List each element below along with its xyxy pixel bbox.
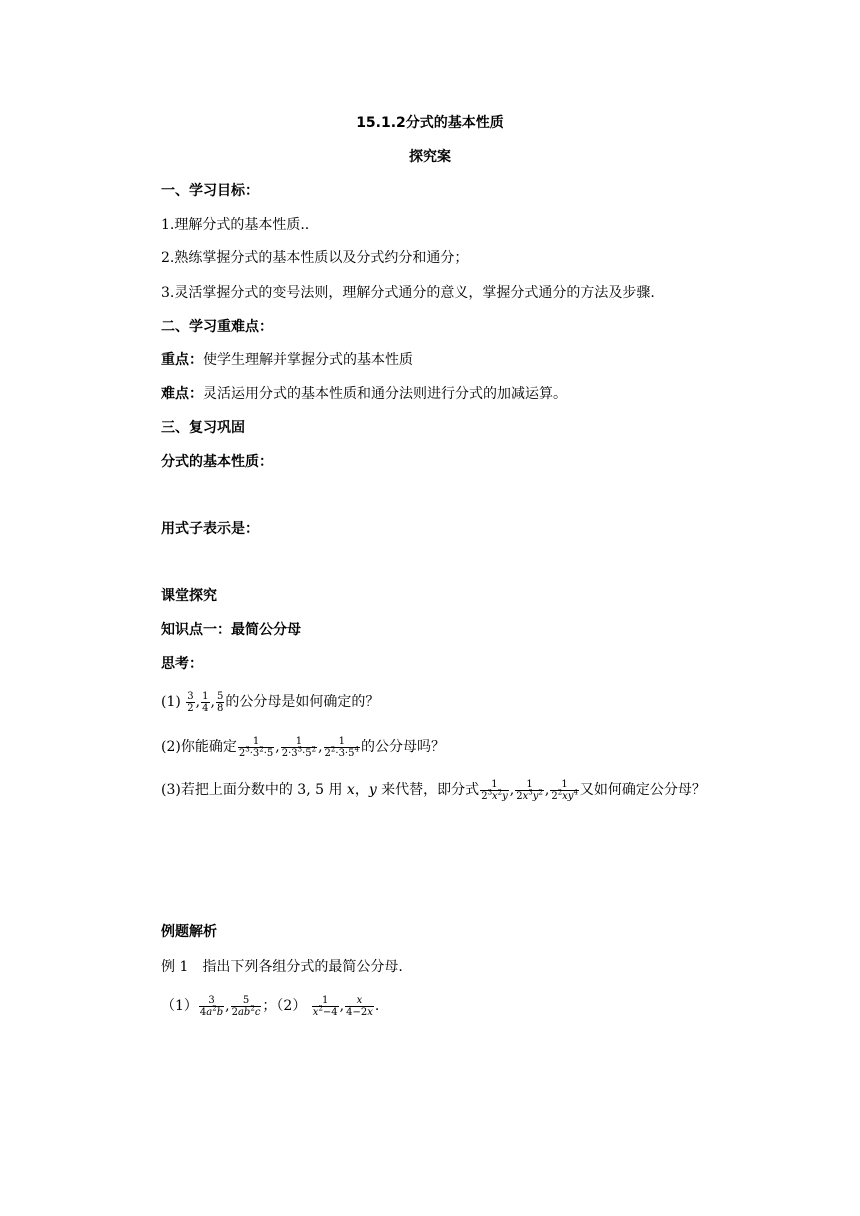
question-3: (3)若把上面分数中的 3, 5 用 x，y 来代替，即分式 $\frac{1}{2^3x^2y}$ , $\frac{1}{2x^3y^2}$ , $\frac{1}{2^2xy^4}$ 又如何确定公分母？ xyxy=(161,778,706,802)
page-title: 15.1.2分式的基本性质 xyxy=(356,115,504,131)
fraction-1-4: $\frac{1}{4}$ xyxy=(202,690,209,714)
example-part-1-label: （1） xyxy=(161,998,198,1014)
fraction-ex-c: $\frac{1}{x^2-4}$ xyxy=(312,994,338,1018)
goal-item-2: 2.熟练掌握分式的基本性质以及分式约分和通分； xyxy=(161,250,469,266)
section-heading-key-points: 二、学习重难点： xyxy=(161,319,273,335)
goal-item-1: 1.理解分式的基本性质.. xyxy=(161,217,310,233)
formula-label: 用式子表示是： xyxy=(161,521,259,537)
fraction-q3-c: $\frac{1}{2^2xy^4}$ xyxy=(551,778,578,802)
think-label: 思考： xyxy=(161,656,203,672)
question-3-mid: 来代替，即分式 xyxy=(376,782,480,798)
question-2-suffix: 的公分母吗？ xyxy=(360,739,445,755)
fraction-q3-a: $\frac{1}{2^3x^2y}$ xyxy=(481,778,508,802)
key-point-text: 使学生理解并掌握分式的基本性质 xyxy=(203,352,413,368)
fraction-3-2: $\frac{3}{2}$ xyxy=(187,690,194,714)
difficult-point-label: 难点： xyxy=(161,386,203,402)
question-3-comma: ， xyxy=(354,782,369,798)
question-1-suffix: 的公分母是如何确定的？ xyxy=(225,694,380,710)
fraction-ex-b: $\frac{5}{2ab^2c}$ xyxy=(231,994,261,1018)
example-1-fractions: （1） $\frac{3}{4a^2b}$ , $\frac{5}{2ab^2c}$ ；（2） $\frac{1}{x^2-4}$ , $\frac{x}{4-2x}$ . xyxy=(161,994,380,1018)
question-1: (1) $\frac{3}{2}$ , $\frac{1}{4}$ , $\frac{5}{8}$ 的公分母是如何确定的？ xyxy=(161,690,380,714)
explore-heading: 课堂探究 xyxy=(161,588,217,604)
question-2: (2)你能确定 $\frac{1}{2^3\cdot 3^2\cdot 5}$ , $\frac{1}{2\cdot 3^3\cdot 5^2}$ , $\frac{1}{2^2\cdot 3\cdot 5^4}$ 的公分母吗？ xyxy=(161,735,445,759)
fraction-q2-b: $\frac{1}{2\cdot 3^3\cdot 5^2}$ xyxy=(281,735,317,759)
knowledge-point-1: 知识点一：最简公分母 xyxy=(161,622,301,638)
fraction-ex-a: $\frac{3}{4a^2b}$ xyxy=(199,994,224,1018)
fraction-q3-b: $\frac{1}{2x^3y^2}$ xyxy=(516,778,543,802)
section-heading-review: 三、复习巩固 xyxy=(161,420,245,436)
example-heading: 例题解析 xyxy=(161,924,217,940)
question-3-suffix: 又如何确定公分母？ xyxy=(579,782,706,798)
fraction-q2-a: $\frac{1}{2^3\cdot 3^2\cdot 5}$ xyxy=(238,735,274,759)
page-subtitle: 探究案 xyxy=(409,149,451,165)
difficult-point-line xyxy=(161,384,567,404)
fraction-q2-c: $\frac{1}{2^2\cdot 3\cdot 5^4}$ xyxy=(324,735,359,759)
example-1-line: 例 1 指出下列各组分式的最简公分母. xyxy=(161,959,403,975)
key-point-line xyxy=(161,350,413,370)
example-part-2-label: ；（2） xyxy=(262,998,307,1014)
question-1-prefix: (1) xyxy=(161,694,181,710)
property-label: 分式的基本性质： xyxy=(161,454,273,470)
question-2-prefix: (2)你能确定 xyxy=(161,739,237,755)
key-point-label: 重点： xyxy=(161,352,203,368)
section-heading-goals: 一、学习目标： xyxy=(161,183,259,199)
fraction-5-8: $\frac{5}{8}$ xyxy=(216,690,224,714)
goal-item-3: 3.灵活掌握分式的变号法则，理解分式通分的意义，掌握分式通分的方法及步骤. xyxy=(161,285,655,301)
fraction-ex-d: $\frac{x}{4-2x}$ xyxy=(346,994,373,1018)
difficult-point-text: 灵活运用分式的基本性质和通分法则进行分式的加减运算。 xyxy=(203,386,567,402)
variable-x: x xyxy=(346,782,355,798)
variable-y: y xyxy=(368,782,377,798)
question-3-prefix: (3)若把上面分数中的 3, 5 用 xyxy=(161,782,347,798)
example-end-period: . xyxy=(374,998,380,1014)
